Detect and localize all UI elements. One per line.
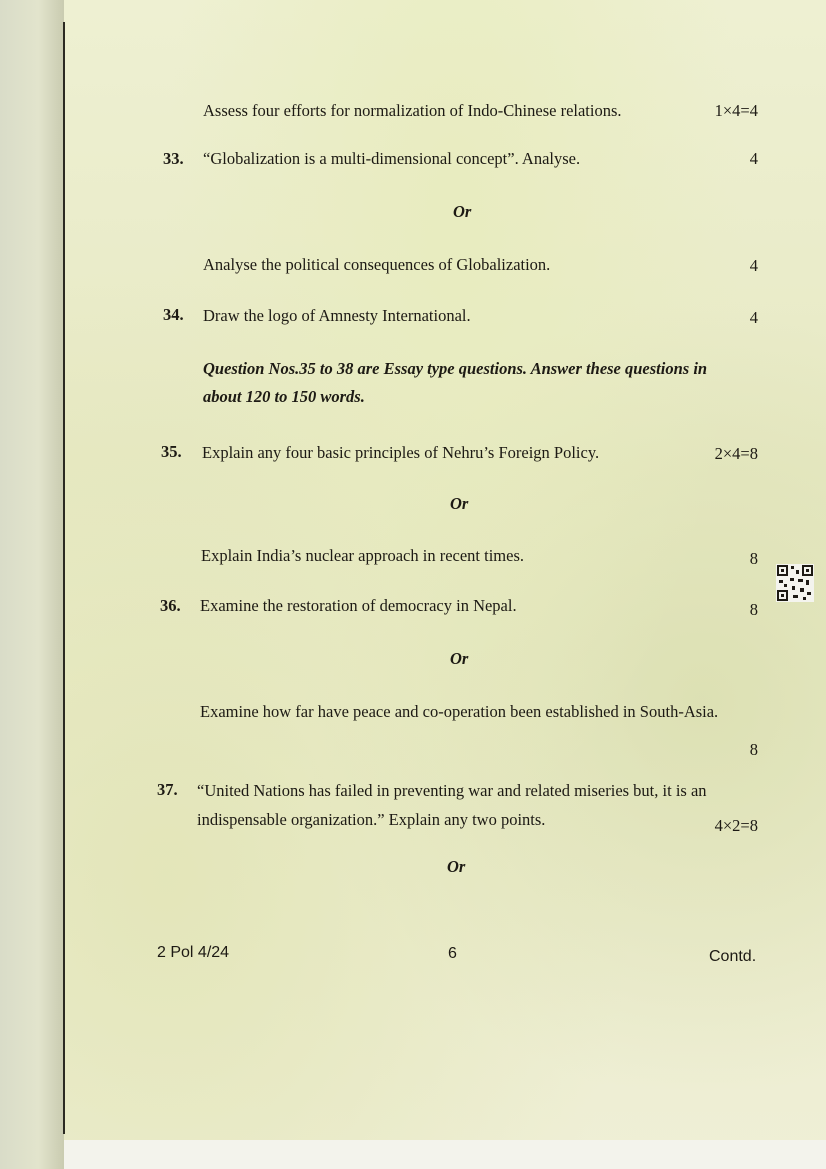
question-text: Explain India’s nuclear approach in recent times. xyxy=(201,546,524,565)
question-text: indispensable organization.” Explain any two points. xyxy=(197,810,546,829)
question-text: Analyse the political consequences of Globalization. xyxy=(203,255,551,274)
or-separator: Or xyxy=(450,649,469,668)
question-number: 35. xyxy=(161,442,182,461)
question-text: Assess four efforts for normalization of Indo-Chinese relations. xyxy=(203,101,622,120)
continued-label: Contd. xyxy=(709,948,757,965)
question-number: 36. xyxy=(160,596,181,615)
section-instruction xyxy=(203,355,761,411)
paper-code: 2 Pol 4/24 xyxy=(157,944,230,961)
scan-bottom-margin xyxy=(64,1140,826,1169)
question-text: “United Nations has failed in preventing war and related miseries but, it is an xyxy=(197,781,707,800)
or-separator: Or xyxy=(450,494,469,513)
question-text: Explain any four basic principles of Nehru’s Foreign Policy. xyxy=(202,443,600,462)
instruction-line: about 120 to 150 words. xyxy=(203,387,365,406)
marks: 4×2=8 xyxy=(714,816,758,835)
page-edge xyxy=(63,22,65,1134)
instruction-line: Question Nos.35 to 38 are Essay type questions. Answer these questions in xyxy=(203,359,708,378)
qr-code xyxy=(776,564,814,602)
question-text: “Globalization is a multi-dimensional concept”. Analyse. xyxy=(203,149,581,168)
question-number: 34. xyxy=(163,305,184,324)
marks: 8 xyxy=(749,740,758,759)
marks: 8 xyxy=(749,600,758,619)
or-separator: Or xyxy=(447,857,466,876)
page-number: 6 xyxy=(448,945,457,962)
question-number: 33. xyxy=(163,149,184,168)
marks: 8 xyxy=(749,549,758,568)
marks: 4 xyxy=(749,149,758,168)
marks: 1×4=4 xyxy=(714,101,758,120)
or-separator: Or xyxy=(453,202,472,221)
scan-margin xyxy=(0,0,64,1169)
question-text: Examine how far have peace and co-operation been established in South-Asia. xyxy=(200,702,719,721)
question-text: Examine the restoration of democracy in Nepal. xyxy=(200,596,517,615)
marks: 4 xyxy=(749,256,758,275)
marks: 4 xyxy=(749,308,758,327)
marks: 2×4=8 xyxy=(714,444,758,463)
question-number: 37. xyxy=(157,780,178,799)
question-text: Draw the logo of Amnesty International. xyxy=(203,306,471,325)
